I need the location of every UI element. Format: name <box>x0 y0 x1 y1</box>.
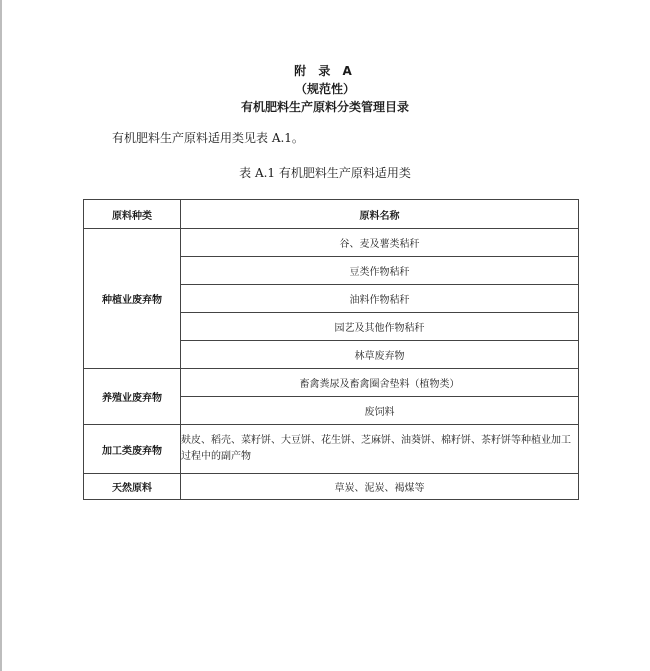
category-cell: 加工类废弃物 <box>84 425 181 474</box>
category-cell: 种植业废弃物 <box>84 229 181 369</box>
material-cell: 豆类作物秸秆 <box>181 257 579 285</box>
material-cell: 麸皮、稻壳、菜籽饼、大豆饼、花生饼、芝麻饼、油葵饼、棉籽饼、茶籽饼等种植业加工过程中的副产物 <box>181 425 579 474</box>
category-cell: 天然原料 <box>84 474 181 500</box>
header-category: 原料种类 <box>84 200 181 229</box>
category-cell: 养殖业废弃物 <box>84 369 181 425</box>
material-cell: 畜禽粪尿及畜禽圈舍垫料（植物类） <box>181 369 579 397</box>
material-cell: 园艺及其他作物秸秆 <box>181 313 579 341</box>
material-cell: 油料作物秸秆 <box>181 285 579 313</box>
table-row <box>84 229 579 257</box>
table-caption: 表 A.1 有机肥料生产原料适用类 <box>239 166 411 180</box>
appendix-title: 有机肥料生产原料分类管理目录 <box>240 100 409 114</box>
material-cell: 废饲料 <box>181 397 579 425</box>
intro-paragraph: 有机肥料生产原料适用类见表 A.1。 <box>112 131 304 145</box>
raw-material-table <box>83 199 579 500</box>
table-header-row <box>84 200 579 229</box>
material-cell: 林草废弃物 <box>181 341 579 369</box>
appendix-nature: （规范性） <box>294 82 355 96</box>
table-row <box>84 369 579 397</box>
table-row <box>84 474 579 500</box>
header-material-name: 原料名称 <box>181 200 579 229</box>
appendix-label: 附 录 A <box>294 64 356 78</box>
material-cell: 草炭、泥炭、褐煤等 <box>181 474 579 500</box>
table-row <box>84 425 579 474</box>
material-cell: 谷、麦及薯类秸秆 <box>181 229 579 257</box>
